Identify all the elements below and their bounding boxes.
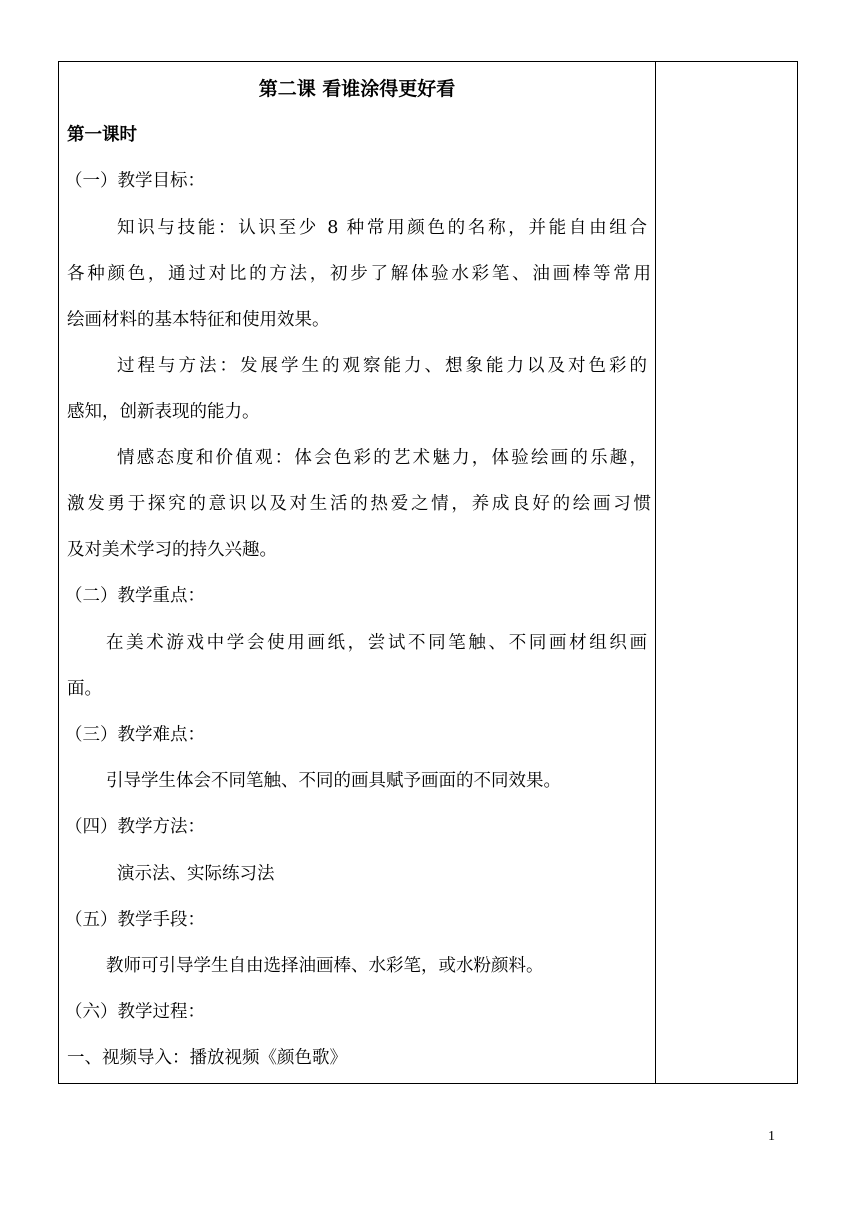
lesson-plan-table xyxy=(58,61,798,1084)
page-title: 第二课 看谁涂得更好看 xyxy=(258,78,456,100)
lesson-period-heading: 第一课时 xyxy=(67,125,137,145)
paragraph-line: 知识与技能：认识至少 8 种常用颜色的名称，并能自由组合 xyxy=(117,218,647,238)
paragraph-line: 情感态度和价值观：体会色彩的艺术魅力，体验绘画的乐趣， xyxy=(117,448,647,468)
section-heading-key-points: （二）教学重点： xyxy=(65,586,205,606)
paragraph-line: 过程与方法：发展学生的观察能力、想象能力以及对色彩的 xyxy=(117,356,647,376)
paragraph-line: 演示法、实际练习法 xyxy=(117,864,275,884)
paragraph-line: 在美术游戏中学会使用画纸，尝试不同笔触、不同画材组织画 xyxy=(106,633,647,653)
section-heading-objectives: （一）教学目标： xyxy=(65,171,205,191)
paragraph-line: 感知，创新表现的能力。 xyxy=(67,402,260,422)
section-heading-difficulties: （三）教学难点： xyxy=(65,725,205,745)
section-heading-methods: （四）教学方法： xyxy=(65,817,205,837)
page-number: 1 xyxy=(768,1129,775,1144)
paragraph-line: 各种颜色，通过对比的方法，初步了解体验水彩笔、油画棒等常用 xyxy=(67,264,651,284)
paragraph-line: 教师可引导学生自由选择油画棒、水彩笔，或水粉颜料。 xyxy=(106,956,544,976)
section-heading-means: （五）教学手段： xyxy=(65,910,205,930)
paragraph-line: 面。 xyxy=(67,679,102,699)
paragraph-line: 及对美术学习的持久兴趣。 xyxy=(67,540,277,560)
paragraph-line: 一、视频导入：播放视频《颜色歌》 xyxy=(67,1048,347,1068)
paragraph-line: 引导学生体会不同笔触、不同的画具赋予画面的不同效果。 xyxy=(106,771,561,791)
column-divider xyxy=(655,62,656,1083)
paragraph-line: 激发勇于探究的意识以及对生活的热爱之情，养成良好的绘画习惯 xyxy=(67,494,651,514)
section-heading-process: （六）教学过程： xyxy=(65,1002,205,1022)
paragraph-line: 绘画材料的基本特征和使用效果。 xyxy=(67,310,330,330)
